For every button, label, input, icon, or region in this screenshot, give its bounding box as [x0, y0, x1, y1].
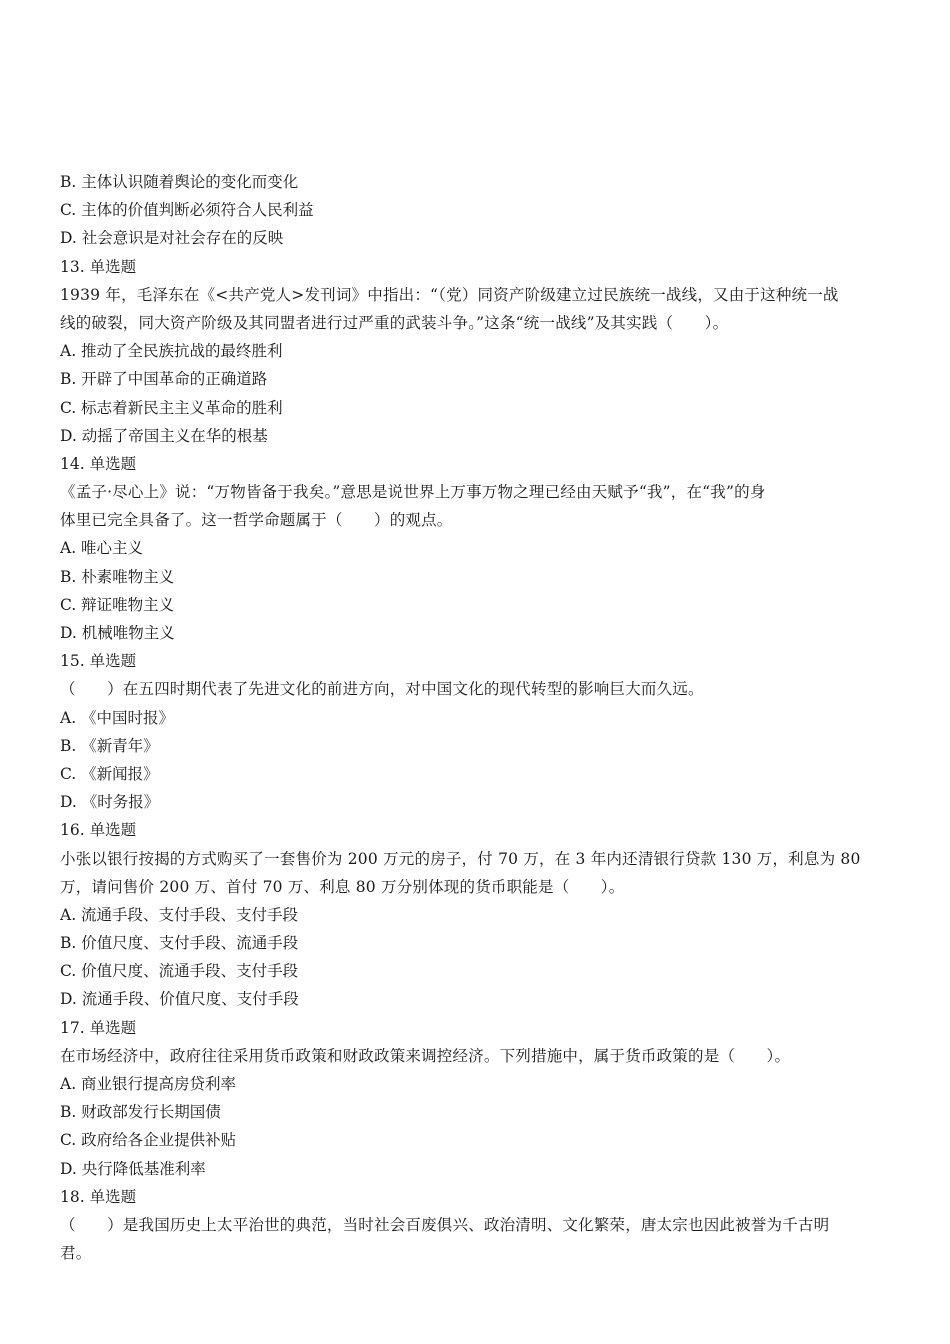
question-stem-line: 1939 年，毛泽东在《<共产党人>发刊词》中指出：“（党）同资产阶级建立过民族统一战线，又由于这种统一战	[60, 285, 839, 304]
option-d: D. 《时务报》	[60, 793, 160, 812]
question-13	[60, 253, 888, 450]
question-stem-line: 线的破裂，同大资产阶级及其同盟者进行过严重的武装斗争。”这条“统一战线”及其实践（ ）。	[60, 313, 729, 332]
question-stem-line: （ ）是我国历史上太平治世的典范，当时社会百废俱兴、政治清明、文化繁荣，唐太宗也因此被誉为千古明	[60, 1215, 830, 1234]
option-b: B. 朴素唯物主义	[60, 567, 175, 586]
option: B. 主体认识随着舆论的变化而变化	[60, 173, 299, 191]
question-header: 14. 单选题	[60, 454, 137, 473]
option-c: C. 辩证唯物主义	[60, 595, 175, 614]
option-d: D. 机械唯物主义	[60, 624, 175, 642]
option-c: C. 政府给各企业提供补贴	[60, 1131, 237, 1150]
question-header: 15. 单选题	[60, 652, 137, 671]
question-stem-line: 体里已完全具备了。这一哲学命题属于（ ）的观点。	[60, 511, 453, 530]
question-stem-line: 小张以银行按揭的方式购买了一套售价为 200 万元的房子，付 70 万，在 3 年内还清银行贷款 130 万，利息为 80	[60, 849, 861, 868]
option-d: D. 流通手段、价值尺度、支付手段	[60, 990, 299, 1009]
option-d: D. 动摇了帝国主义在华的根基	[60, 426, 268, 445]
question-18	[60, 1183, 888, 1268]
question-stem-line: 君。	[60, 1244, 92, 1263]
option-a: A. 《中国时报》	[60, 708, 175, 727]
option-c: C. 价值尺度、流通手段、支付手段	[60, 962, 299, 981]
continuation-options	[60, 168, 888, 253]
question-stem-line: 《孟子·尽心上》说：“万物皆备于我矣。”意思是说世界上万事万物之理已经由天赋予“我”，在“我”的身	[60, 483, 766, 502]
option-b: B. 《新青年》	[60, 736, 159, 755]
question-14	[60, 450, 888, 647]
question-header: 18. 单选题	[60, 1187, 137, 1206]
question-header: 16. 单选题	[60, 821, 137, 840]
option: D. 社会意识是对社会存在的反映	[60, 229, 284, 248]
option: C. 主体的价值判断必须符合人民利益	[60, 201, 314, 220]
question-15	[60, 647, 888, 816]
option-c: C. 标志着新民主主义革命的胜利	[60, 398, 283, 417]
option-b: B. 价值尺度、支付手段、流通手段	[60, 934, 299, 953]
option-d: D. 央行降低基准利率	[60, 1159, 206, 1178]
option-a: A. 推动了全民族抗战的最终胜利	[60, 342, 283, 361]
question-16	[60, 816, 888, 1013]
option-b: B. 开辟了中国革命的正确道路	[60, 370, 268, 389]
option-a: A. 商业银行提高房贷利率	[60, 1075, 237, 1093]
question-stem-line: 在市场经济中，政府往往采用货币政策和财政政策来调控经济。下列措施中，属于货币政策的是（ ）。	[60, 1046, 791, 1065]
option-c: C. 《新闻报》	[60, 764, 159, 783]
question-17	[60, 1014, 888, 1183]
question-header: 17. 单选题	[60, 1018, 137, 1037]
option-b: B. 财政部发行长期国债	[60, 1103, 221, 1122]
question-header: 13. 单选题	[60, 257, 137, 276]
option-a: A. 流通手段、支付手段、支付手段	[60, 905, 299, 924]
question-stem-line: 万，请问售价 200 万、首付 70 万、利息 80 万分别体现的货币职能是（ ）。	[60, 877, 625, 896]
option-a: A. 唯心主义	[60, 539, 144, 558]
question-stem-line: （ ）在五四时期代表了先进文化的前进方向，对中国文化的现代转型的影响巨大而久远。	[60, 680, 704, 699]
